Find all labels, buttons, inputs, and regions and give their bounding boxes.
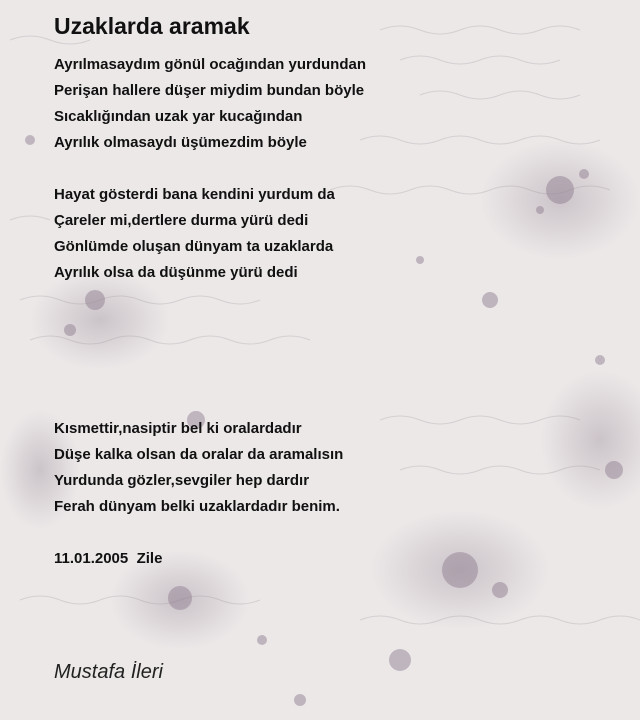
poem-line: Ayrılmasaydım gönül ocağından yurdundan: [54, 56, 366, 73]
poem-line: Perişan hallere düşer miydim bundan böyle: [54, 82, 365, 99]
poem-line: Hayat gösterdi bana kendini yurdum da: [54, 186, 335, 203]
poem-line: Ayrılık olmasaydı üşümezdim böyle: [54, 134, 307, 151]
poem-title: Uzaklarda aramak: [54, 13, 250, 39]
poem-line: Çareler mi,dertlere durma yürü dedi: [54, 212, 309, 229]
stanza-2: [54, 182, 614, 286]
poem-line: Ayrılık olsa da düşünme yürü dedi: [54, 264, 298, 281]
poem-author[interactable]: Mustafa İleri: [54, 661, 163, 683]
poem-body: [54, 10, 614, 572]
poem-line: Düşe kalka olsan da oralar da aramalısın: [54, 446, 344, 463]
poem-line: Yurdunda gözler,sevgiler hep dardır: [54, 472, 310, 489]
poem-date-place: 11.01.2005 Zile: [54, 550, 163, 567]
poem-line: Ferah dünyam belki uzaklardadır benim.: [54, 498, 340, 515]
poem-line: Sıcaklığından uzak yar kucağından: [54, 108, 303, 125]
poem-line: Gönlümde oluşan dünyam ta uzaklarda: [54, 238, 334, 255]
poem-line: Kısmettir,nasiptir bel ki oralardadır: [54, 420, 302, 437]
stanza-3: [54, 416, 614, 520]
stanza-1: [54, 52, 614, 156]
